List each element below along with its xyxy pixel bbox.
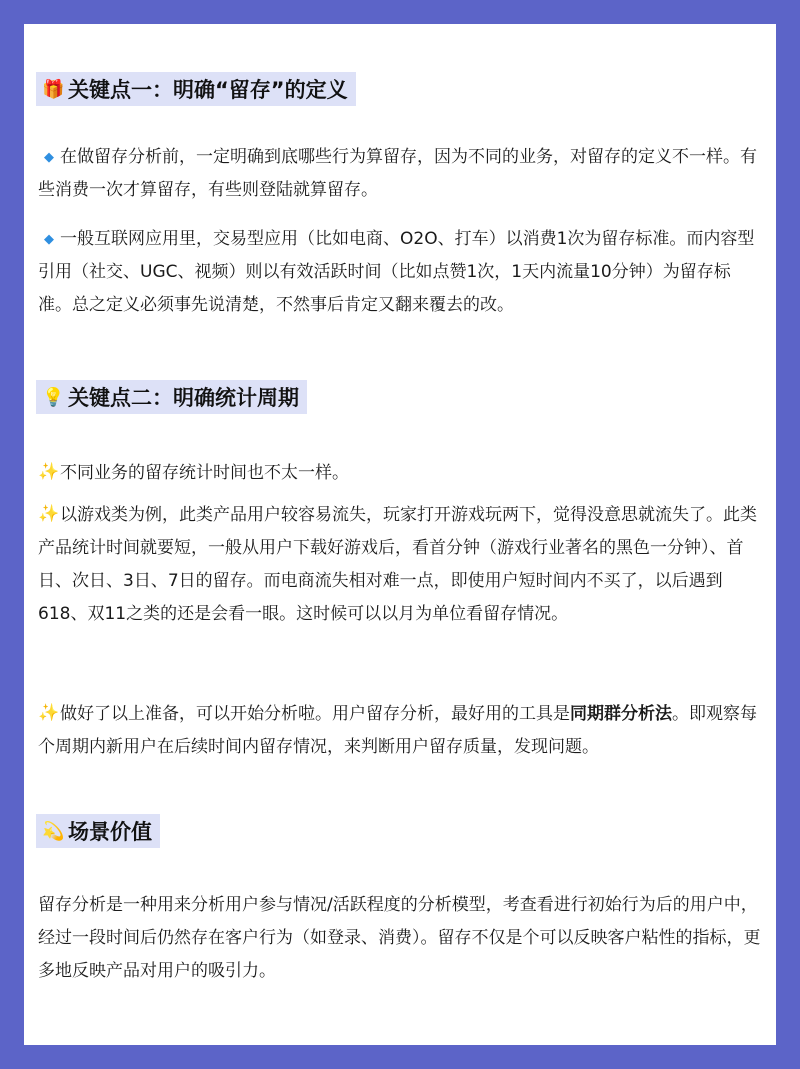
diamond-icon: ◆ — [44, 150, 54, 165]
dizzy-icon: 💫 — [42, 820, 65, 842]
heading-text: 关键点二：明确统计周期 — [68, 386, 299, 410]
heading-text: 关键点一：明确“留存”的定义 — [68, 78, 348, 102]
heading-text: 场景价值 — [68, 820, 152, 844]
paragraph-text: 留存分析是一种用来分析用户参与情况/活跃程度的分析模型，考查看进行初始行为后的用户中， 经过一段时间后仍然存在客户行为（如登录、消费）。留存不仅是个可以反映客户粘性的指标，更多地反映产品对用户的吸引力。 — [38, 895, 761, 981]
paragraph — [38, 456, 764, 490]
content-card — [24, 24, 776, 1045]
paragraph-text: 在做留存分析前，一定明确到底哪些行为算留存，因为不同的业务，对留存的定义不一样。有些消费一次才算留存，有些则登陆就算留存。 — [38, 147, 757, 200]
section-heading-definition — [36, 72, 356, 106]
paragraph-text-before: 做好了以上准备，可以开始分析啦。用户留存分析，最好用的工具是 — [60, 704, 570, 724]
paragraph — [38, 498, 764, 631]
paragraph-text-after: 。即观察每个周期内新用户在后续时间内留存情况，来判断用户留存质量，发现问题。 — [38, 704, 757, 757]
sparkles-icon: ✨ — [38, 462, 60, 482]
sparkles-icon: ✨ — [38, 504, 60, 524]
paragraph-text: 以游戏类为例，此类产品用户较容易流失，玩家打开游戏玩两下，觉得没意思就流失了。此类产品统计时间就要短，一般从用户下载好游戏后，看首分钟（游戏行业著名的黑色一分钟）、首日、次日、3日、7日的留存。而电商流失相对难一点，即使用户短时间内不买了，以后遇到618、双11之类的还是会看一眼。这时候可以以月为单位看留存情况。 — [38, 505, 757, 624]
paragraph — [38, 223, 764, 322]
paragraph — [38, 141, 764, 207]
section-heading-value — [36, 814, 160, 848]
section-heading-period — [36, 380, 307, 414]
sparkles-icon: ✨ — [38, 703, 60, 723]
diamond-icon: ◆ — [44, 232, 54, 247]
lightbulb-icon: 💡 — [42, 386, 65, 408]
paragraph — [38, 889, 764, 988]
gift-icon: 🎁 — [42, 78, 65, 100]
bold-method-name: 同期群分析法 — [570, 704, 672, 724]
paragraph-text: 一般互联网应用里，交易型应用（比如电商、O2O、打车）以消费1次为留存标准。而内容型引用（社交、UGC、视频）则以有效活跃时间（比如点赞1次，1天内流量10分钟）为留存标准。总之定义必须事先说清楚，不然事后肯定又翻来覆去的改。 — [38, 229, 755, 315]
paragraph-text: 不同业务的留存统计时间也不太一样。 — [60, 463, 349, 483]
paragraph — [38, 697, 764, 764]
